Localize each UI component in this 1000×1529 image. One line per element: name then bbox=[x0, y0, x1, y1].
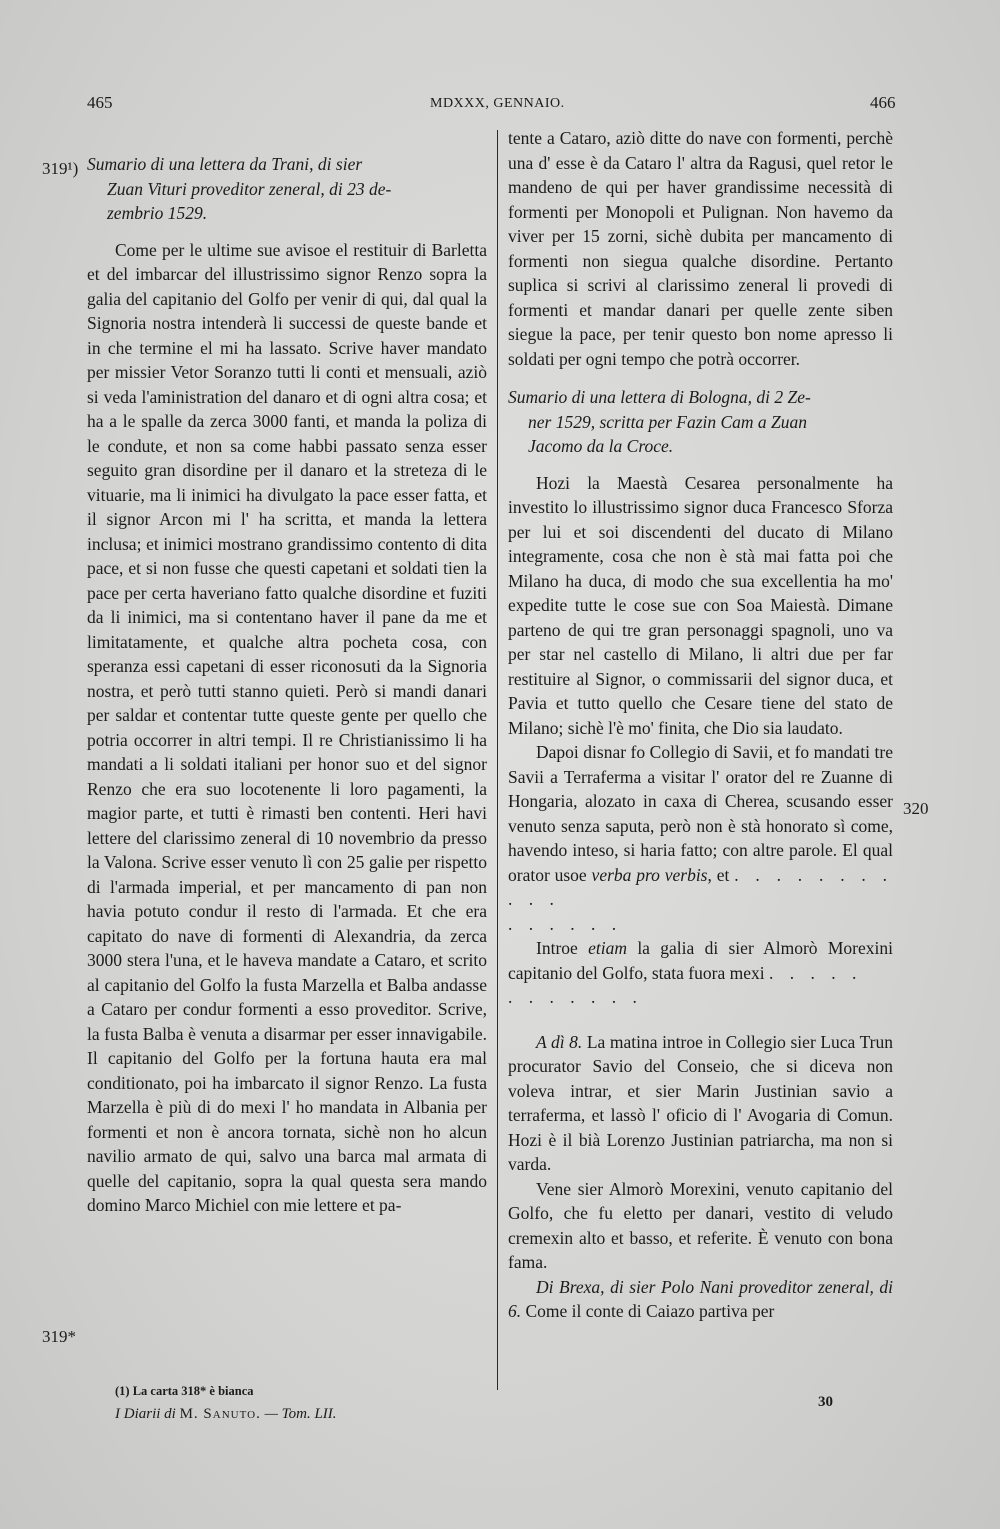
body-paragraph: Come per le ultime sue avisoe el restituir di Barletta et del imbarcar del illustrissimo signor Renzo sopra la galia del capitanio del Golfo per venir di qui, dal qual la Signoria nostra intenderà li successi de queste bande et in che termine el mi ha lassato. Scrive haver mandato per missier Vetor Soranzo tutti li conti et mensuali, aziò si veda l'aministration del danaro et di ogni altra cosa; et ha a le spalle da zerca 3000 fanti, et manda la poliza di le condute, et non sa come habbi passato senza esser seguito gran disordine per il danaro et la streteza di le vituarie, ma li inimici ha divulgato la pace esser fatta, et il signor Arcon mi l' ha scritta, et manda la lettera inclusa; et inimici mostrano grandissimo contento di dita pace, et si non fusse che questi capetani et soldati tien la pace per certa haveriano fatto qualche disordine et fuziti da li inimici, ma si contentano haver il pane da me et limitatamente, et qualche altra pocheta cosa, con speranza essi capetani di esser riconosuti da la Signoria nostra, et però tutti stanno quieti. Però si mandi danari per saldar et contentar tutte queste gente per quello che potria occorrer in altri tempi. Il re Christianissimo li ha mandati a li soldati italiani per honor suo et del signor Renzo che era suo locotenente li loro pagamenti, la magior parte, et tutti è rimasti ben contenti. Heri havi lettere del clarissimo zeneral di 10 novembrio da presso la Valona. Scrive esser venuto lì con 25 galie per rispetto di l'armada imperial, et per mancamento di pan non havia potuto condur il resto di l'armada. Et che era capitato do nave di formenti di Alexandria, da zerca 3000 stera l'una, et le haveva mandate a Cataro, et scrito al capitanio del Golfo la fusta Marzella et Balba andasse a Cataro per condur formenti a esso proveditor. Scrive, la fusta Balba è venuta a disarmar per esser innavigabile. Il capitanio del Golfo per la fortuna hauta era mal conditionato, poi ha imbarcato il signor Renzo. La fusta Marzella è più di do mexi l' ho mandata in Albania per formenti et non è ancora tornata, sichè non ho alcun navilio armato de qui, salvo una barca mal armata di quelle del capitanio, sopra la qual questa sera mando domino Marco Michiel con mie lettere et pa- bbox=[87, 239, 487, 1215]
section-heading-bologna bbox=[508, 385, 893, 459]
heading-line: Zuan Vituri proveditor zeneral, di 23 de- bbox=[107, 178, 392, 199]
column-divider bbox=[497, 130, 498, 1390]
heading-line: Sumario di una lettera di Bologna, di 2 Ze- bbox=[508, 387, 811, 407]
margin-note-319-star: 319* bbox=[42, 1327, 76, 1346]
body-paragraph: Di Brexa, di sier Polo Nani proveditor zeneral, di 6. Come il conte di Caiazo partiva per bbox=[508, 1276, 893, 1321]
body-paragraph: Hozi la Maestà Cesarea personalmente ha investito lo illustrissimo signor duca Francesco Sforza per lui et soi discendenti del ducato di Milano integramente, cosa che non è stà mai fatta poi che Milano ha duca, di modo che sua excellentia ha mo' expedite tutte le cose sue con Soa Maiestà. Dimane parteno de qui tre gran personaggi spagnoli, uno va per star nel castello di Milano, li altri due per far restituire al Signor, o commissarii del signor duca, et Pavia et tutto quello che Cesare tiene del stato de Milano; sichè l'è mo' finita, che Dio sia laudato. bbox=[508, 472, 893, 738]
page-number-left: 465 bbox=[87, 93, 113, 112]
heading-line: Sumario di una lettera da Trani, di sier bbox=[87, 154, 363, 174]
page-footer: I Diarii di M. Sanuto. — Tom. LII. bbox=[115, 1406, 337, 1422]
folio-number: 30 bbox=[818, 1394, 833, 1410]
page-number-right: 466 bbox=[870, 93, 896, 112]
body-paragraph: A dì 8. La matina introe in Collegio sier Luca Trun procurator Savio del Conseio, che si diceva non voleva intrar, et sier Marin Justinian savio a terraferma, et lassò l' oficio di l' Avogaria di Comun. Hozi è il bià Lorenzo Justinian patriarcha, ma non si varda. bbox=[508, 1031, 893, 1174]
page-header bbox=[0, 93, 1000, 117]
margin-note-320: 320 bbox=[903, 799, 929, 818]
heading-line: ner 1529, scritta per Fazin Cam a Zuan bbox=[528, 411, 808, 432]
heading-line: zembrio 1529. bbox=[107, 203, 208, 223]
body-paragraph: Vene sier Almorò Morexini, venuto capitanio del Golfo, che fu eletto per danari, vestito di veludo cremexin alto et basso, et referite. È venuto con bona fama. bbox=[508, 1178, 893, 1272]
footnote: (1) La carta 318* è bianca bbox=[115, 1384, 254, 1398]
heading-line: Jacomo da la Croce. bbox=[528, 436, 674, 456]
right-column bbox=[508, 126, 893, 1324]
body-paragraph: tente a Cataro, aziò ditte do nave con formenti, perchè una d' esse è da Cataro l' altra da Ragusi, quel retor le mandeno de qui per haver grandissime necessità di formenti per Monopoli et Pulignan. Non havemo da viver per 15 zorni, sichè dubita per mancamento di formenti non siegua qualche disordine. Pertanto suplica si scrivi al clarissimo zeneral li provedi di formenti et mandar danari per quelle zente siben siegue la pace, per tenir questo bon nome apresso li soldati per ogni tempo che potrà occorrer. bbox=[508, 128, 893, 369]
left-column bbox=[87, 152, 487, 1218]
body-paragraph: Dapoi disnar fo Collegio di Savii, et fo mandati tre Savii a Terraferma a visitar l' orator del re Zuanne di Hongaria, alozato in caxa di Cherea, scusando esser venuto senza saputa, però non è stà honorato sì come, havendo inteso, si haria fatto; con altre parole. El qual orator usoe verba pro verbis, et . . . . . . . . . . . . . . . . . bbox=[508, 742, 894, 934]
running-title: MDXXX, GENNAIO. bbox=[430, 96, 565, 111]
margin-note-319: 319¹) bbox=[42, 159, 79, 178]
section-heading-trani bbox=[87, 152, 487, 226]
body-paragraph: Introe etiam la galia di sier Almorò Morexini capitanio del Golfo, stata fuora mexi . . . . . . . . . . . . bbox=[508, 938, 893, 1007]
